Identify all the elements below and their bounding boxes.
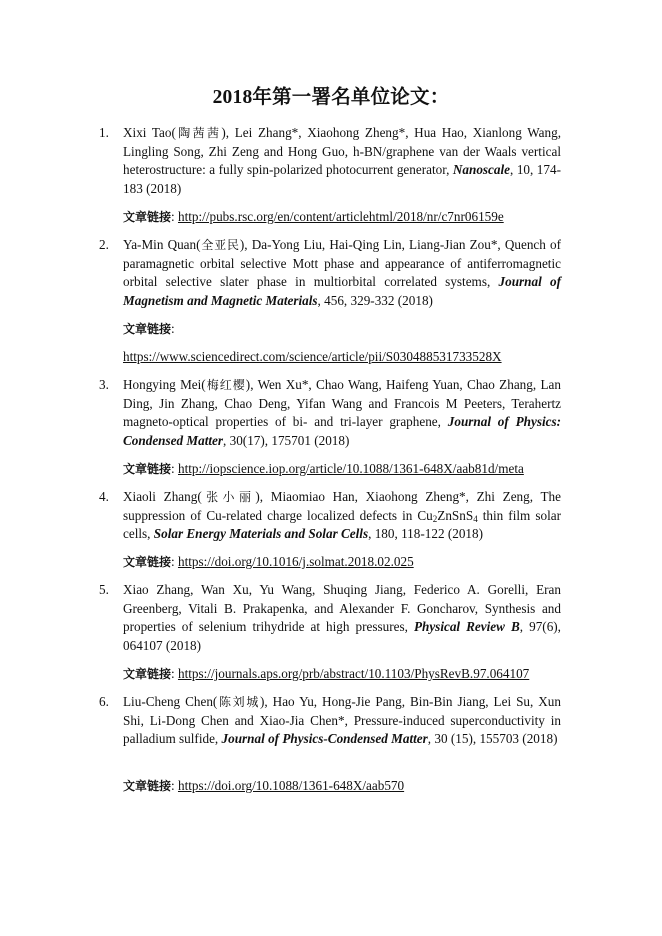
paper-url-link[interactable]: https://www.sciencedirect.com/science/article/pii/S030488531733528X [123,349,502,364]
journal-name: Journal of Magnetism and Magnetic Materials [123,274,562,308]
paper-number: 6. [99,694,109,709]
authors-text: Xixi Tao( [123,125,176,140]
chinese-name: 梅红樱 [205,378,246,392]
authors-title-text: ), Miaomiao Han, Xiaohong Zheng*, Zhi Zeng, The suppression of Cu-related charge localized defects in Cu [123,489,561,523]
link-label: 文章链接 [123,779,172,793]
paper-number: 2. [99,237,109,252]
chinese-name: 陈刘城 [217,695,261,709]
authors-text: Ya-Min Quan( [123,237,201,252]
title-text: thin film solar cells, [123,507,561,541]
paper-link-line-6: 文章链接: https://doi.org/10.1088/1361-648X/aab570 [123,778,405,793]
paper-reference [123,488,561,544]
link-label: 文章链接 [123,322,172,336]
paper-url-link[interactable]: https://journals.aps.org/prb/abstract/10.1103/PhysRevB.97.064107 [177,666,530,681]
citation-details: , 180, 118-122 (2018) [368,526,483,541]
journal-name: Nanoscale [452,162,511,177]
paper-reference [123,236,561,310]
page-title: 2018年第一署名单位论文： [212,87,450,108]
citation-details: , 30 (15), 155703 (2018) [427,731,558,746]
link-label: 文章链接 [123,210,172,224]
journal-name: Journal of Physics: Condensed Matter [123,414,561,448]
paper-number: 5. [99,582,109,597]
authors-text: Hongying Mei( [123,377,206,392]
chinese-name: 全亚民 [200,238,240,252]
link-label: 文章链接 [123,462,172,476]
journal-name: Journal of Physics-Condensed Matter [221,731,428,746]
paper-entry-2 [99,236,562,310]
paper-reference [123,124,561,198]
paper-link-line-1: 文章链接: http://pubs.rsc.org/en/content/articlehtml/2018/nr/c7nr06159e [123,209,504,224]
journal-name: Physical Review B [413,619,520,634]
citation-details: , 10, 174-183 (2018) [123,162,561,196]
paper-entry-6 [99,693,561,749]
citation-details: , 97(6), 064107 (2018) [123,619,561,653]
paper-link-line-3: 文章链接: http://iopscience.iop.org/article/10.1088/1361-648X/aab81d/meta [123,461,524,476]
paper-number: 1. [99,125,109,140]
chinese-name: 张小丽 [201,490,256,504]
paper-url-link[interactable]: https://doi.org/10.1088/1361-648X/aab570 [177,778,405,793]
authors-title-text: ), Lei Zhang*, Xiaohong Zheng*, Hua Hao, Xianlong Wang, Lingling Song, Zhi Zeng and Hong Guo, h-BN/graphene van der Waals vertical heterostructure: a fully spin-polarized photocurrent generator, [123,125,561,177]
paper-url-line-2 [123,348,583,367]
paper-url-link[interactable]: http://pubs.rsc.org/en/content/articlehtml/2018/nr/c7nr06159e [177,209,504,224]
paper-number: 4. [99,489,109,504]
formula-text: ZnSnS [437,507,474,523]
authors-title-text: Xiao Zhang, Wan Xu, Yu Wang, Shuqing Jiang, Federico A. Gorelli, Eran Greenberg, Vitali B. Prakapenka, and Alexander F. Goncharov, Synthesis and properties of selenium trihydride at high pressures, [123,582,561,634]
subscript: 2 [432,513,438,524]
citation-details: , 456, 329-332 (2018) [317,292,433,308]
citation-details: , 30(17), 175701 (2018) [223,432,350,448]
paper-entry-5 [99,581,561,655]
authors-title-text: ), Hao Yu, Hong-Jie Pang, Bin-Bin Jiang, Lei Su, Xun Shi, Li-Dong Chen and Xiao-Jia Chen*, Pressure-induced superconductivity in palladium sulfide, [123,694,561,746]
subscript: 4 [473,513,478,524]
paper-entry-3 [99,376,561,450]
paper-link-line-4: 文章链接: https://doi.org/10.1016/j.solmat.2018.02.025 [123,554,414,569]
authors-text: Liu-Cheng Chen( [123,694,218,709]
journal-name: Solar Energy Materials and Solar Cells [153,526,369,541]
paper-url-link[interactable]: https://doi.org/10.1016/j.solmat.2018.02.025 [177,554,414,569]
paper-reference [123,581,561,655]
paper-reference [123,693,561,749]
paper-url-link[interactable]: http://iopscience.iop.org/article/10.1088/1361-648X/aab81d/meta [177,461,524,476]
link-label: 文章链接 [123,667,172,681]
link-label: 文章链接 [123,555,172,569]
paper-entry-1 [99,124,561,198]
chinese-name: 陶茜茜 [175,126,222,140]
authors-text: Xiaoli Zhang( [123,489,202,504]
paper-link-line-2: 文章链接: [123,321,175,336]
paper-reference [123,376,561,450]
paper-number: 3. [99,377,109,392]
authors-title-text: ), Wen Xu*, Chao Wang, Haifeng Yuan, Chao Zhang, Lan Ding, Jin Zhang, Chao Deng, Yifan Wang and Francois M Peeters, Terahertz magneto-optical properties of bi- and tri-layer graphene, [123,377,561,429]
paper-link-line-5: 文章链接: https://journals.aps.org/prb/abstract/10.1103/PhysRevB.97.064107 [123,666,530,681]
authors-title-text: ), Da-Yong Liu, Hai-Qing Lin, Liang-Jian Zou*, Quench of paramagnetic orbital selective Mott phase and appearance of antiferromagnetic orbital selective slater phase in multiorbital correlated systems, [123,237,561,289]
paper-entry-4 [99,488,561,544]
